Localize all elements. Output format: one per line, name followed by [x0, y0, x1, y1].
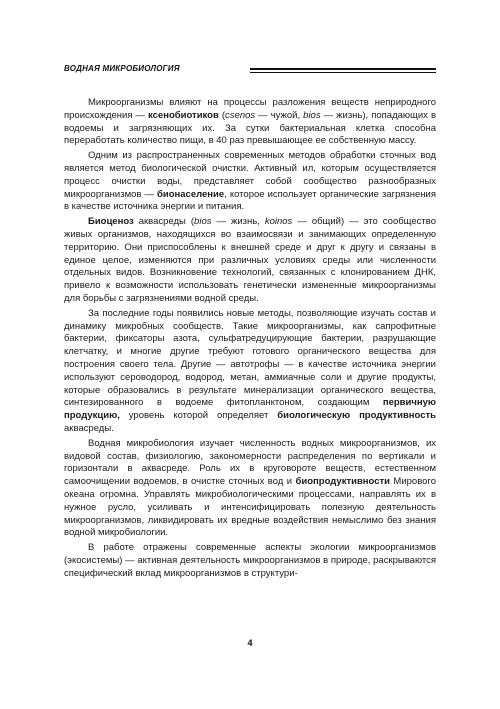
- page-number: 4: [247, 638, 253, 648]
- italic-term: csenos: [225, 109, 256, 121]
- text-run: — общий) — это сообщество живых организмов, находящихся во взаимосвязи и занимающих определенную территорию. Они приспособлены к внешней среде и друг к другу и связаны в единое целое, изменяются при различных условиях среды или численности отдельных видов. Возникновение технологий, связанных с клонированием ДНК, привело к возможности использовать генетически измененные микроорганизмы для борьбы с загрязнениями водной среды.: [64, 216, 436, 304]
- text-run: , которое использует органические загрязнения в качестве источника энергии и питания.: [64, 188, 436, 213]
- text-run: Одним из распространенных современных методов обработки сточных вод является метод биологической очистки. Активный ил, которым осуществляется процесс очистки воды, представляет собой сообщество разнообразных микроорганизмов —: [64, 150, 436, 200]
- text-run: Микроорганизмы влияют на процессы разложения веществ неприродного происхождения —: [64, 97, 436, 121]
- paragraph: [64, 97, 436, 148]
- italic-term: koinos: [264, 216, 293, 228]
- header-rule-thin: [250, 72, 436, 73]
- bold-term: ксенобиотиков: [148, 109, 219, 121]
- bold-term: первичную продукцию,: [64, 397, 436, 422]
- text-run: уровень которой определяет: [119, 410, 278, 422]
- paragraph: [64, 438, 436, 540]
- text-run: — жизнь), попадающих в водоемы и загрязняющих их. За сутки бактериальная клетка способна переработать количество пищи, в 40 раз превышающее ее собственную массу.: [64, 109, 436, 147]
- text-run: (: [218, 109, 226, 121]
- bold-term: бионаселение: [157, 188, 225, 200]
- text-run: аквасреды (: [133, 216, 195, 228]
- text-run: — чужой,: [255, 109, 304, 121]
- paragraph: [64, 542, 436, 580]
- running-header-title: ВОДНАЯ МИКРОБИОЛОГИЯ: [64, 64, 180, 73]
- header-rule-thick: [250, 68, 436, 70]
- italic-term: bios: [303, 109, 321, 121]
- text-run: Мирового океана огромна. Управлять микробиологическими процессами, направлять их в нужное русло, усиливать и интенсифицировать полезную деятельность микроорганизмов, ликвидировать их вредные воздействия немыслимо без знания водной микробиологии.: [64, 476, 436, 539]
- text-run: — жизнь,: [211, 216, 265, 228]
- text-run: Водная микробиология изучает численность водных микроорганизмов, их видовой состав, физиологию, закономерности распределения по вертикали и горизонтали в аквасреде. Роль их в круговороте веществ, естественном самоочищении водоемов, в очистке сточных вод и: [64, 437, 436, 488]
- text-run: В работе отражены современные аспекты экологии микроорганизмов (экосистемы) — активная деятельность микроорганизмов в природе, раскрываются специфический вклад микроорганизмов в структури-: [64, 542, 436, 579]
- bold-term: Биоценоз: [88, 216, 134, 228]
- body-text: [64, 97, 436, 582]
- text-run: аквасреды.: [64, 422, 114, 434]
- text-run: За последние годы появились новые методы, позволяющие изучать состав и динамику микробных сообществ. Такие микроорганизмы, как сапрофитные бактерии, фиксаторы азота, сульфатредуцирующие бактерии, разрушающие клетчатку, и многие другие требуют готового органического вещества для построения своего тела. Другие — автотрофы — в качестве источника энергии используют сероводород, водород, метан, аммиачные соли и другие продукты, которые образовались в результате минерализации органического вещества, синтезированного в водоеме фитопланктоном, создающим: [64, 307, 436, 409]
- italic-term: bios: [194, 216, 212, 228]
- running-header: [64, 64, 436, 76]
- paragraph: [64, 150, 436, 214]
- paragraph: [64, 216, 436, 306]
- bold-term: биологическую продуктивность: [277, 410, 436, 422]
- bold-term: биопродуктивности: [295, 476, 390, 488]
- paragraph: [64, 308, 436, 436]
